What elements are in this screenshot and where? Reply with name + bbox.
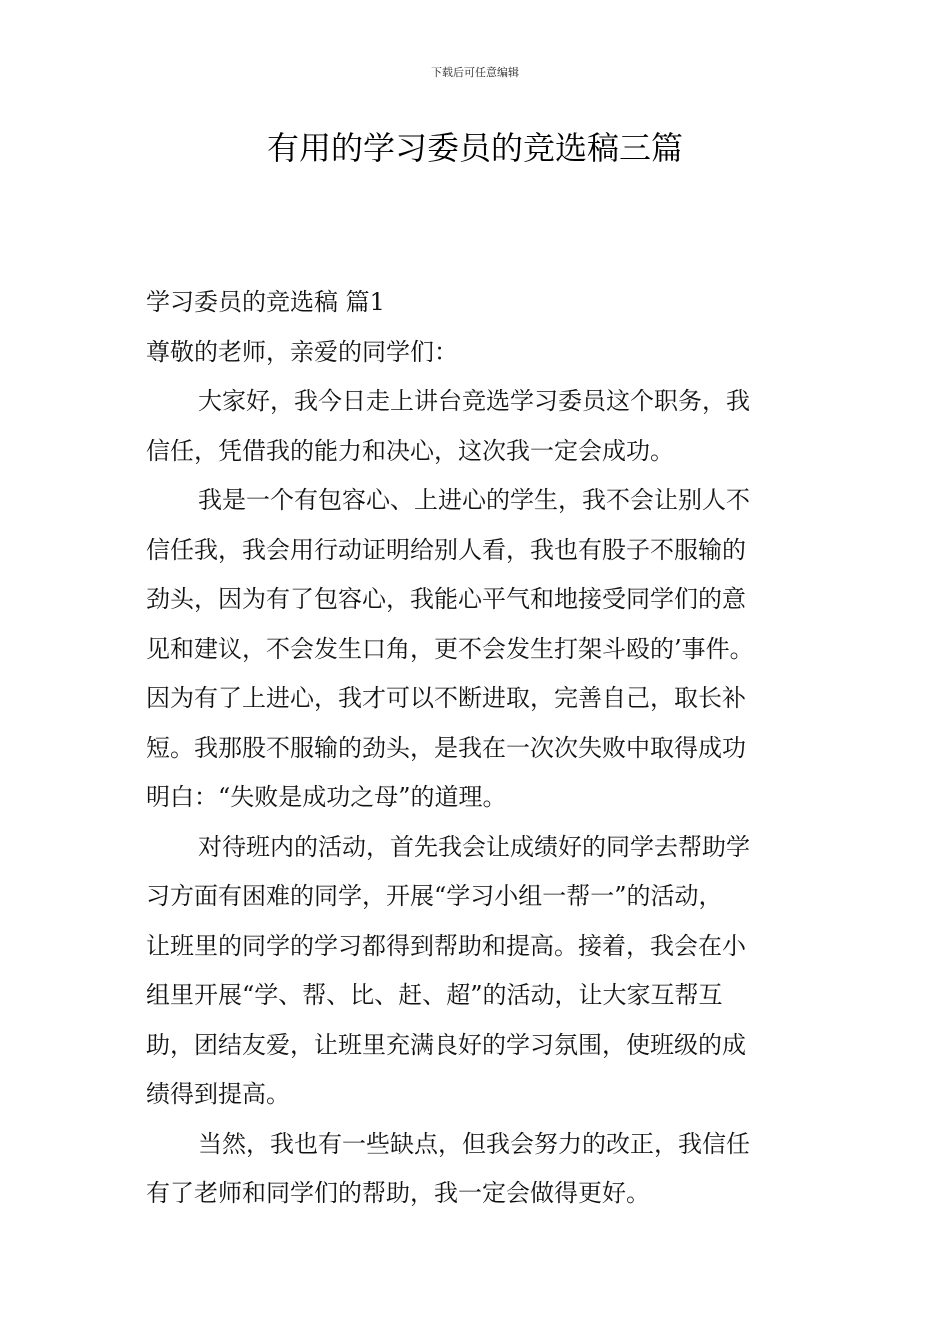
paragraph-line: 让班里的同学的学习都得到帮助和提高。接着，我会在小 — [146, 931, 746, 960]
paragraph-line: 有了老师和同学们的帮助，我一定会做得更好。 — [146, 1179, 650, 1207]
document-body — [146, 278, 836, 1219]
paragraph-line: 对待班内的活动，首先我会让成绩好的同学去帮助学 — [198, 832, 750, 861]
paragraph-line: 组里开展“学、帮、比、赶、超”的活动，让大家互帮互 — [146, 981, 723, 1009]
paragraph-line: 大家好，我今日走上讲台竞选学习委员这个职务，我 — [198, 387, 750, 415]
section-heading: 学习委员的竞选稿 篇1 — [146, 288, 385, 316]
paragraph-line: 明白：“失败是成功之母”的道理。 — [146, 783, 507, 811]
paragraph-line: 因为有了上进心，我才可以不断进取，完善自己，取长补 — [146, 684, 746, 712]
header-note: 下载后可任意编辑 — [431, 66, 519, 79]
paragraph-line: 见和建议，不会发生口角，更不会发生打架斗殴的’事件。 — [146, 634, 754, 663]
paragraph-line: 绩得到提高。 — [146, 1080, 290, 1108]
paragraph-line: 习方面有困难的同学，开展“学习小组一帮一”的活动， — [146, 882, 723, 910]
paragraph-line: 当然，我也有一些缺点，但我会努力的改正，我信任 — [198, 1129, 750, 1158]
paragraph-line: 我是一个有包容心、上进心的学生，我不会让别人不 — [198, 486, 750, 514]
paragraph-line: 信任，凭借我的能力和决心，这次我一定会成功。 — [146, 436, 674, 465]
paragraph-line: 信任我，我会用行动证明给别人看，我也有股子不服输的 — [146, 535, 746, 564]
paragraph-line: 短。我那股不服输的劲头，是我在一次次失败中取得成功 — [146, 733, 746, 762]
salutation: 尊敬的老师，亲爱的同学们： — [146, 337, 458, 366]
paragraph-line: 助，团结友爱，让班里充满良好的学习氛围，使班级的成 — [146, 1030, 746, 1059]
paragraph-line: 劲头，因为有了包容心，我能心平气和地接受同学们的意 — [146, 585, 746, 613]
document-title: 有用的学习委员的竞选稿三篇 — [266, 129, 683, 167]
